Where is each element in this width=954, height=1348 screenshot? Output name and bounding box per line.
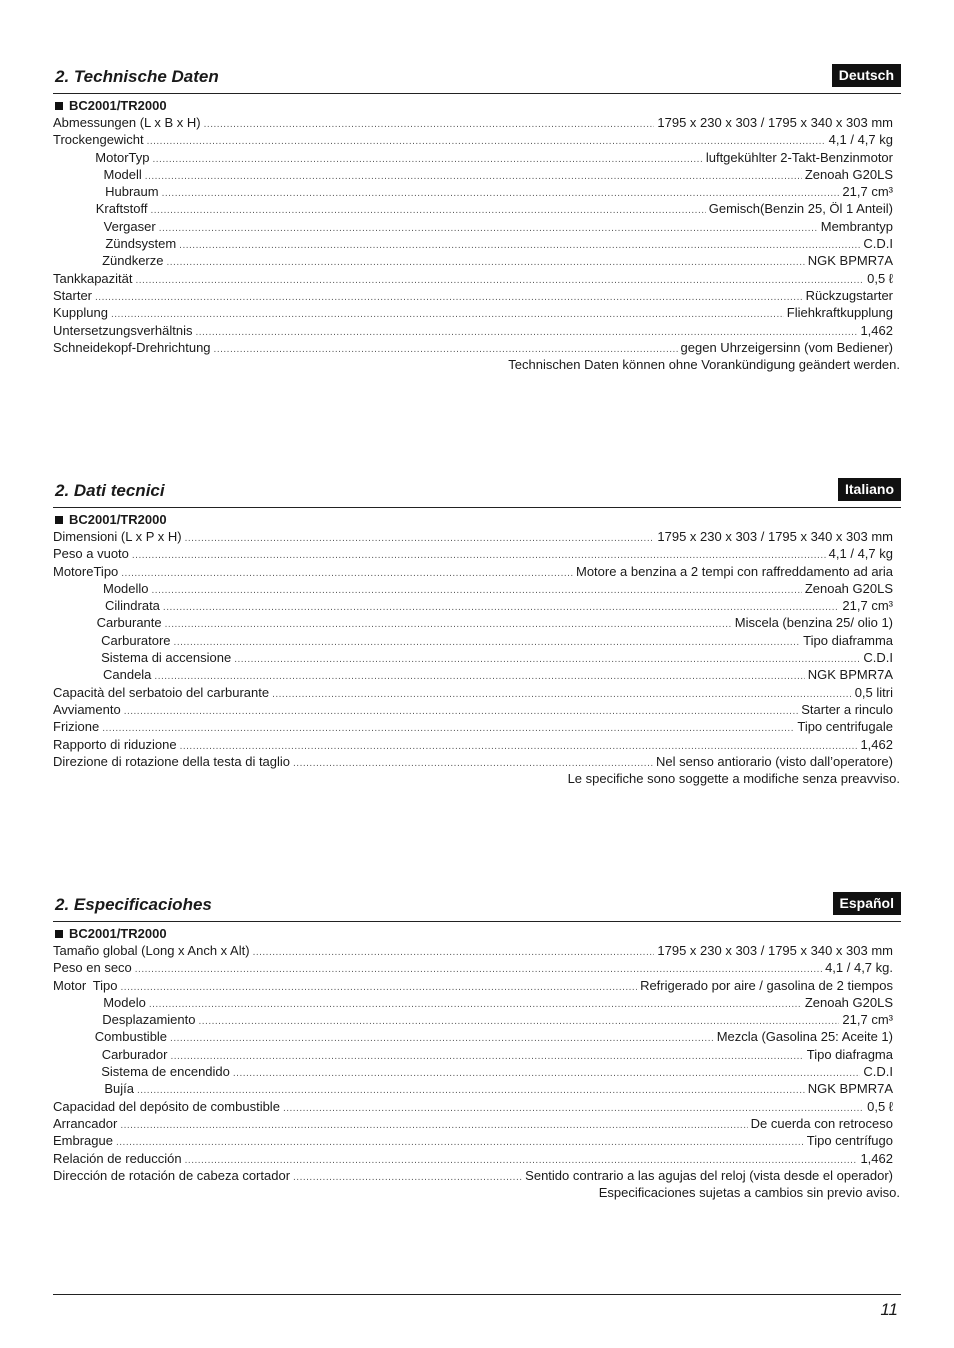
dot-leader: [111, 306, 784, 323]
dot-leader: [233, 1065, 860, 1082]
spec-row: [53, 994, 901, 1011]
model-name: BC2001/TR2000: [69, 512, 167, 527]
spec-value: NGK BPMR7A: [807, 667, 893, 683]
spec-row: [53, 1115, 901, 1132]
spec-label: Tankkapazität: [53, 270, 133, 286]
dot-leader: [152, 151, 702, 168]
spec-value: Tipo centrífugo: [806, 1133, 893, 1149]
spec-row: [53, 1132, 901, 1149]
spec-row: [53, 563, 901, 580]
spec-value: C.D.I: [863, 650, 893, 666]
spec-row: [53, 1150, 901, 1167]
spec-value: Mezcla (Gasolina 25: Aceite 1): [716, 1029, 893, 1045]
spec-row: [53, 701, 901, 718]
spec-table: [53, 528, 901, 770]
spec-row: [53, 322, 901, 339]
dot-leader: [272, 686, 852, 703]
spec-row: [53, 977, 901, 994]
spec-label: Capacità del serbatoio del carburante: [53, 684, 270, 700]
spec-label: Cilindrata: [105, 598, 160, 614]
spec-label: Candela: [102, 667, 152, 683]
spec-row: [53, 718, 901, 735]
spec-value: C.D.I: [863, 1064, 893, 1080]
dot-leader: [121, 565, 573, 582]
spec-value: 4,1 / 4,7 kg: [828, 132, 893, 148]
dot-leader: [253, 944, 655, 961]
dot-leader: [179, 237, 860, 254]
model-heading: [53, 97, 901, 114]
square-bullet-icon: [55, 516, 63, 524]
spec-label: Untersetzungsverhältnis: [53, 322, 193, 338]
spec-value: 1795 x 230 x 303 / 1795 x 340 x 303 mm: [657, 115, 893, 130]
spec-row: [53, 131, 901, 148]
spec-row: [53, 1028, 901, 1045]
spec-row: [53, 304, 901, 321]
dot-leader: [170, 1048, 803, 1065]
model-name: BC2001/TR2000: [69, 98, 167, 113]
model-name: BC2001/TR2000: [69, 926, 167, 941]
spec-value: Membrantyp: [820, 218, 893, 234]
spec-label: Avviamento: [53, 701, 121, 717]
model-heading: [53, 925, 901, 942]
spec-label: Carburatore: [101, 632, 171, 648]
spec-section-espanol: [53, 891, 901, 1201]
section-header: [53, 63, 901, 94]
spec-value: 1,462: [860, 1150, 893, 1166]
dot-leader: [166, 254, 804, 271]
spec-value: Fliehkraftkupplung: [786, 305, 893, 321]
spec-value: C.D.I: [863, 236, 893, 252]
spec-value: gegen Uhrzeigersinn (vom Bediener): [680, 339, 893, 355]
spec-section-italiano: [53, 477, 901, 787]
spec-value: Tipo diafragma: [806, 1046, 893, 1062]
spec-label: Zündsystem: [105, 236, 177, 252]
spec-row: [53, 252, 901, 269]
dot-leader: [159, 220, 818, 237]
spec-value: 0,5 litri: [854, 684, 893, 700]
section-header: [53, 477, 901, 508]
spec-row: [53, 114, 901, 131]
spec-row: [53, 1011, 901, 1028]
spec-row: [53, 218, 901, 235]
dot-leader: [145, 168, 802, 185]
spec-row: [53, 1063, 901, 1080]
spec-row: [53, 942, 901, 959]
dot-leader: [185, 530, 655, 547]
spec-value: Motore a benzina a 2 tempi con raffreddamento ad aria: [575, 563, 893, 579]
square-bullet-icon: [55, 930, 63, 938]
dot-leader: [165, 616, 732, 633]
spec-value: 1,462: [860, 736, 893, 752]
spec-label: Embrague: [53, 1133, 113, 1149]
spec-value: 21,7 cm³: [842, 1012, 893, 1028]
spec-label: Relación de reducción: [53, 1150, 182, 1166]
spec-value: 1,462: [860, 322, 893, 338]
spec-label: Bujía: [104, 1081, 134, 1097]
spec-value: 4,1 / 4,7 kg: [828, 546, 893, 562]
spec-label: Tipo: [92, 977, 118, 993]
disclaimer-note: Le specifiche sono soggette a modifiche senza preavviso.: [567, 771, 900, 787]
spec-label: Arrancador: [53, 1115, 118, 1131]
dot-leader: [174, 634, 801, 651]
spec-row: [53, 183, 901, 200]
spec-label: Tamaño global (Long x Anch x Alt): [53, 943, 250, 958]
spec-row: [53, 1080, 901, 1097]
spec-label: Sistema di accensione: [101, 650, 232, 666]
spec-row: [53, 1046, 901, 1063]
spec-table: [53, 114, 901, 356]
spec-row: [53, 166, 901, 183]
spec-value: Gemisch(Benzin 25, Öl 1 Anteil): [708, 201, 893, 217]
dot-leader: [170, 1030, 714, 1047]
spec-row: [53, 200, 901, 217]
spec-value: Miscela (benzina 25/ olio 1): [734, 615, 893, 631]
spec-row: [53, 339, 901, 356]
dot-leader: [152, 582, 802, 599]
spec-label: Schneidekopf-Drehrichtung: [53, 339, 211, 355]
spec-value: Refrigerado por aire / gasolina de 2 tiempos: [640, 977, 893, 993]
section-title: 2. Technische Daten: [55, 67, 219, 86]
spec-row: [53, 736, 901, 753]
spec-group-label: Motor: [53, 977, 87, 993]
spec-value: 0,5 ℓ: [867, 1098, 893, 1114]
spec-label: Peso a vuoto: [53, 546, 129, 562]
dot-leader: [102, 720, 794, 737]
spec-label: Kraftstoff: [95, 201, 148, 217]
dot-leader: [150, 202, 705, 219]
spec-label: Vergaser: [103, 218, 156, 234]
dot-leader: [149, 996, 802, 1013]
dot-leader: [95, 289, 803, 306]
spec-value: Zenoah G20LS: [804, 994, 893, 1010]
spec-label: MotorTyp: [95, 149, 150, 165]
spec-value: luftgekühlter 2-Takt-Benzinmotor: [705, 149, 893, 165]
page-number: 11: [880, 1300, 898, 1319]
spec-value: Zenoah G20LS: [804, 580, 893, 596]
dot-leader: [124, 703, 799, 720]
spec-row: [53, 1167, 901, 1184]
spec-row: [53, 684, 901, 701]
disclaimer-note: Especificaciones sujetas a cambios sin previo aviso.: [598, 1185, 900, 1201]
spec-label: Dirección de rotación de cabeza cortador: [53, 1167, 291, 1183]
spec-label: Peso en seco: [53, 960, 132, 976]
spec-value: Nel senso antiorario (visto dall’operatore): [655, 753, 893, 769]
spec-row: [53, 632, 901, 649]
spec-value: De cuerda con retroceso: [750, 1115, 893, 1131]
spec-value: Rückzugstarter: [805, 287, 893, 303]
spec-value: 0,5 ℓ: [867, 270, 893, 286]
spec-row: [53, 545, 901, 562]
dot-leader: [120, 1117, 747, 1134]
dot-leader: [136, 272, 865, 289]
spec-label: Modelo: [103, 994, 146, 1010]
dot-leader: [121, 979, 638, 996]
spec-value: Sentido contrario a las agujas del reloj (vista desde el operador): [525, 1167, 893, 1183]
section-title: 2. Dati tecnici: [55, 481, 165, 500]
spec-row: [53, 649, 901, 666]
spec-row: [53, 753, 901, 770]
spec-label: Zündkerze: [102, 253, 164, 269]
square-bullet-icon: [55, 102, 63, 110]
spec-row: [53, 959, 901, 976]
disclaimer-note: Technischen Daten können ohne Vorankündigung geändert werden.: [508, 357, 900, 373]
spec-label: Frizione: [53, 719, 100, 735]
spec-row: [53, 528, 901, 545]
spec-row: [53, 270, 901, 287]
language-badge: Deutsch: [832, 64, 901, 87]
language-badge: Español: [833, 892, 901, 915]
spec-label: Modello: [102, 580, 149, 596]
spec-row: [53, 580, 901, 597]
spec-value: 1795 x 230 x 303 / 1795 x 340 x 303 mm: [657, 529, 893, 544]
dot-leader: [204, 116, 655, 133]
language-badge: Italiano: [838, 478, 901, 501]
spec-label: Kupplung: [53, 305, 108, 321]
spec-label: Abmessungen (L x B x H): [53, 115, 201, 130]
model-heading: [53, 511, 901, 528]
spec-row: [53, 597, 901, 614]
spec-label: Direzione di rotazione della testa di taglio: [53, 753, 291, 769]
spec-label: Tipo: [93, 563, 119, 579]
section-title: 2. Especificaciohes: [55, 895, 212, 914]
spec-label: Trockengewicht: [53, 132, 144, 148]
spec-value: Starter a rinculo: [801, 701, 893, 717]
dot-leader: [293, 1169, 522, 1186]
spec-row: [53, 235, 901, 252]
spec-row: [53, 614, 901, 631]
spec-value: NGK BPMR7A: [807, 1081, 893, 1097]
spec-label: Hubraum: [105, 184, 159, 200]
spec-label: Capacidad del depósito de combustible: [53, 1098, 280, 1114]
spec-value: Tipo centrifugale: [797, 719, 893, 735]
spec-value: 4,1 / 4,7 kg.: [825, 960, 893, 976]
spec-label: Desplazamiento: [102, 1012, 196, 1028]
spec-table: [53, 942, 901, 1184]
spec-value: 21,7 cm³: [842, 184, 893, 200]
spec-section-deutsch: [53, 63, 901, 373]
spec-group-label: Motore: [53, 563, 94, 579]
spec-row: [53, 1098, 901, 1115]
spec-row: [53, 287, 901, 304]
spec-label: Dimensioni (L x P x H): [53, 529, 182, 544]
spec-value: NGK BPMR7A: [807, 253, 893, 269]
section-header: [53, 891, 901, 922]
spec-row: [53, 149, 901, 166]
spec-label: Carburante: [96, 615, 162, 631]
spec-value: 1795 x 230 x 303 / 1795 x 340 x 303 mm: [657, 943, 893, 958]
spec-row: [53, 666, 901, 683]
spec-label: Carburador: [101, 1046, 168, 1062]
spec-label: Starter: [53, 287, 93, 303]
dot-leader: [234, 651, 860, 668]
spec-label: Sistema de encendido: [101, 1064, 230, 1080]
dot-leader: [116, 1134, 804, 1151]
spec-label: Combustible: [94, 1029, 168, 1045]
spec-value: 21,7 cm³: [842, 598, 893, 614]
spec-value: Zenoah G20LS: [804, 166, 893, 182]
spec-value: Tipo diaframma: [803, 632, 893, 648]
spec-label: Modell: [103, 166, 142, 182]
footer-divider: [53, 1294, 901, 1295]
spec-label: Rapporto di riduzione: [53, 736, 177, 752]
